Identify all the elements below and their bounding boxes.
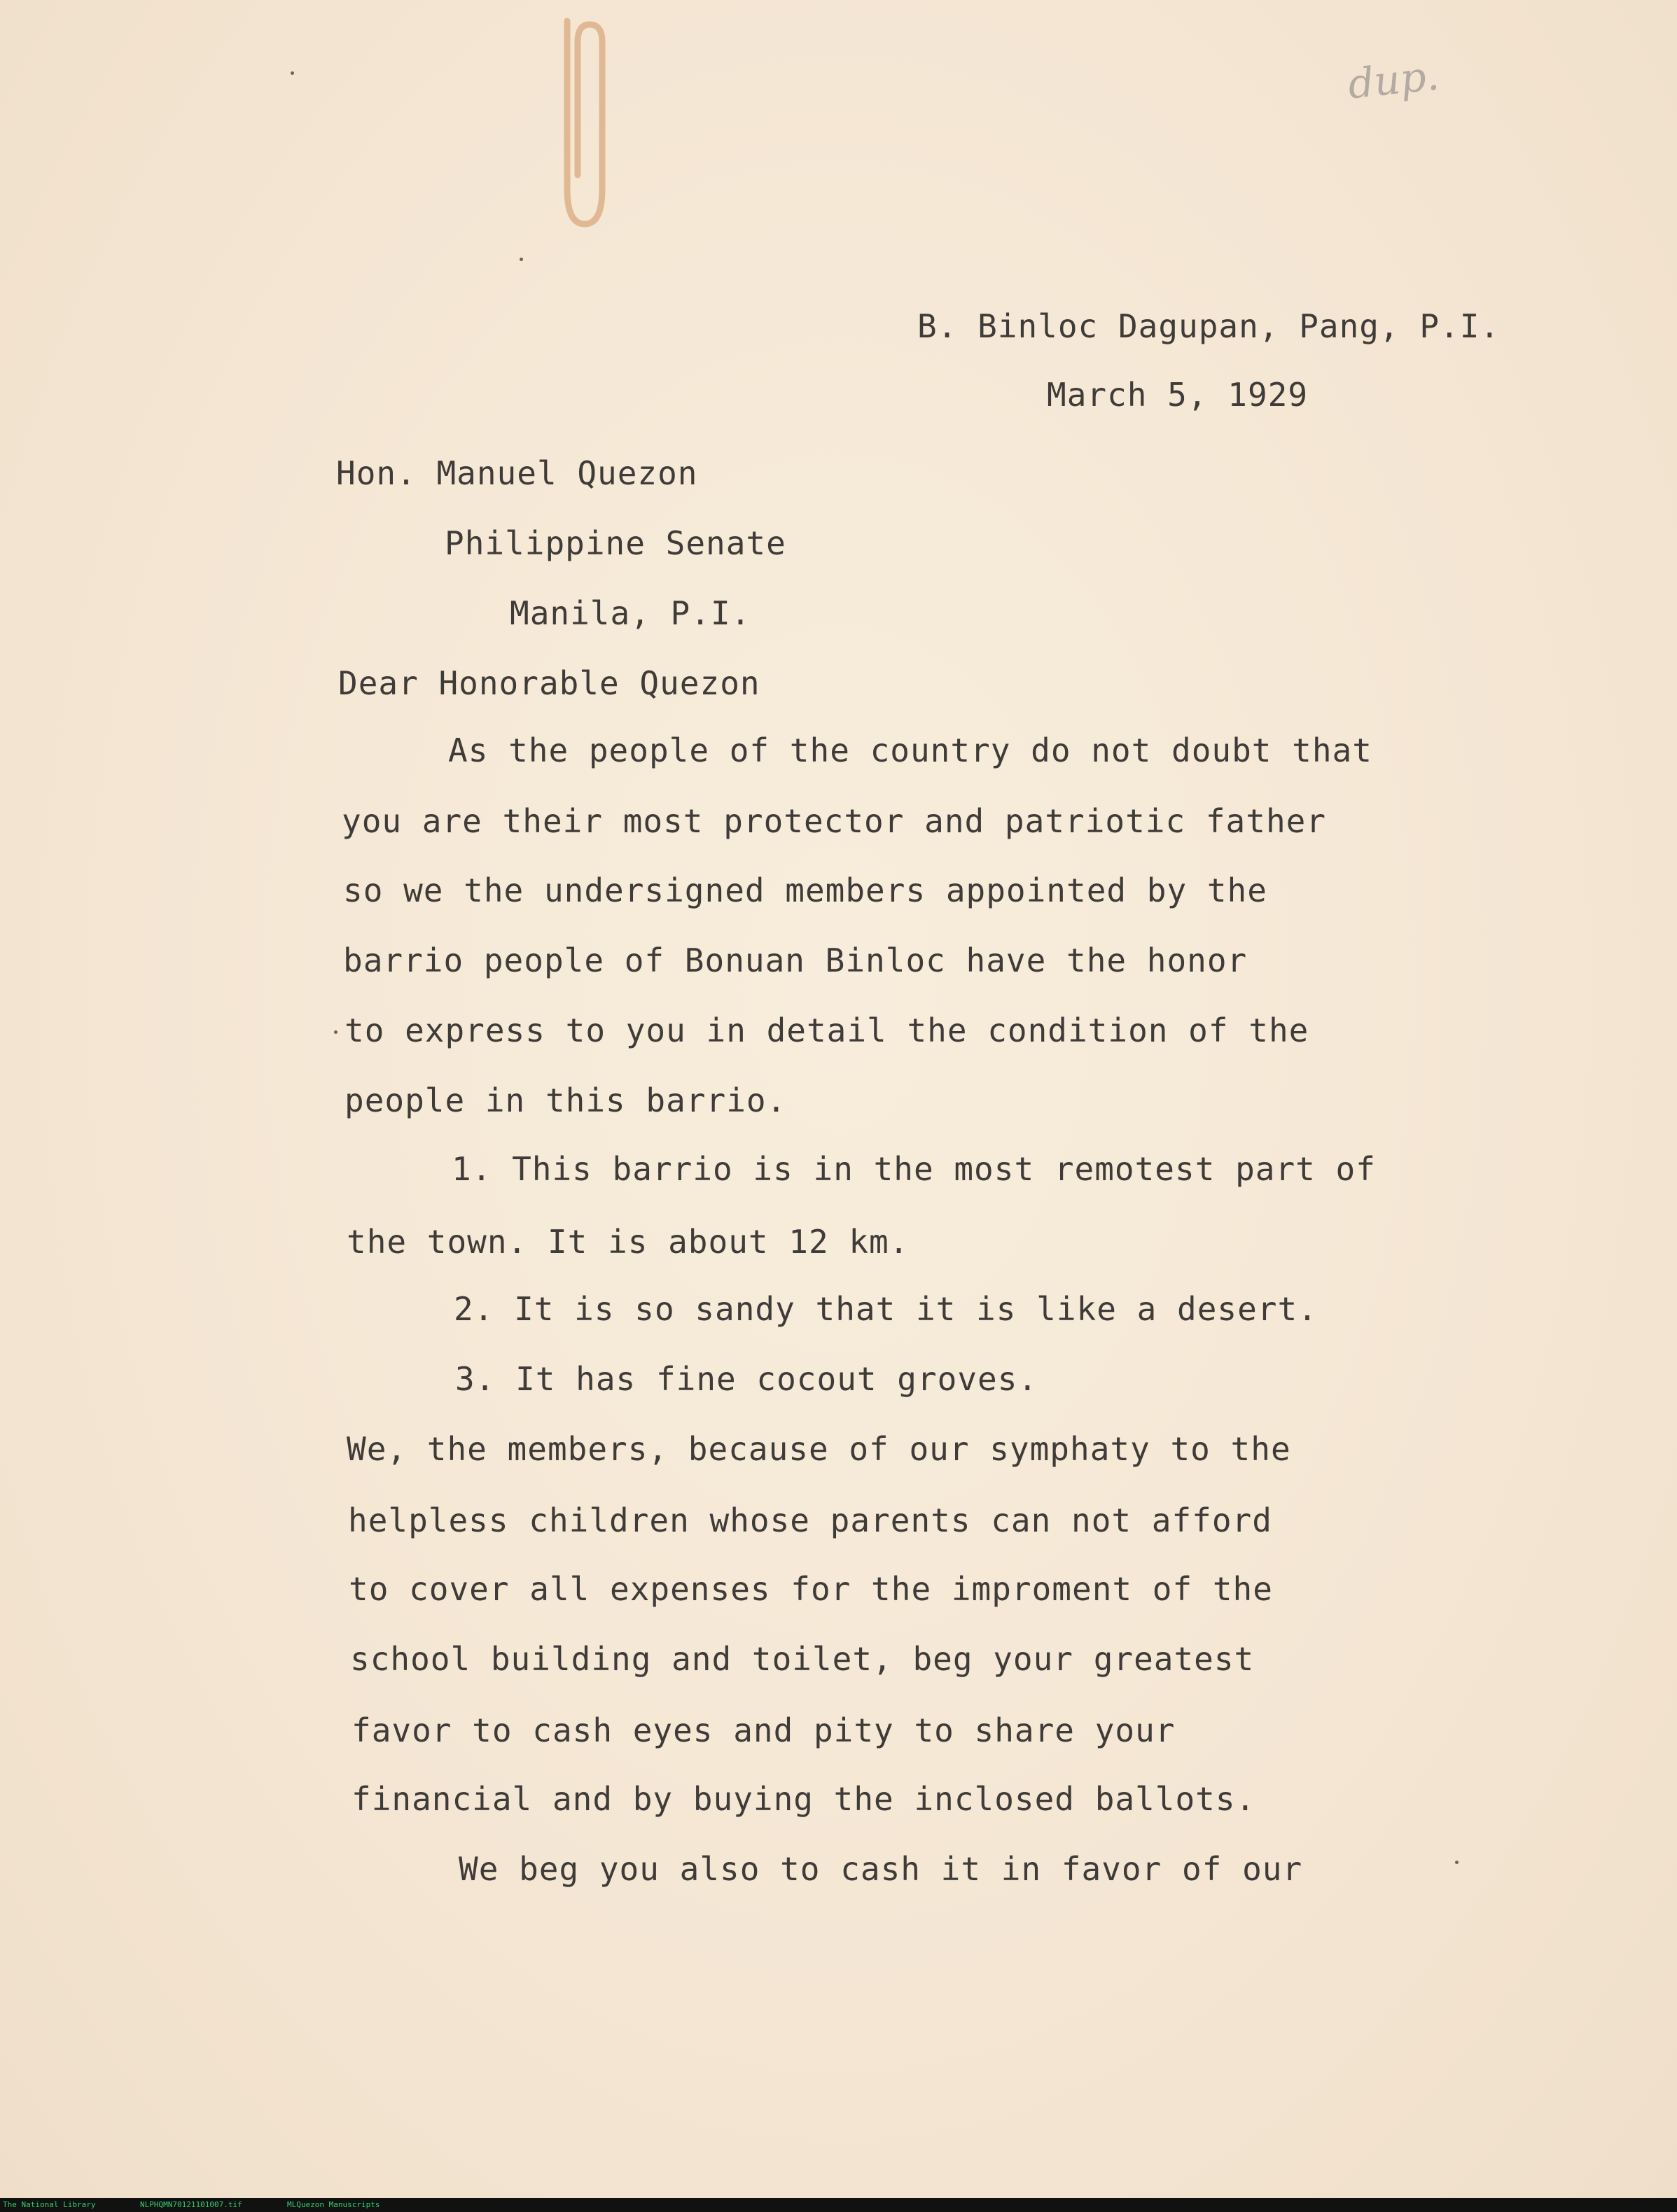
footer-collection: MLQuezon Manuscripts [287,2200,380,2209]
paper-speck [1455,1861,1459,1864]
salutation: Dear Honorable Quezon [338,664,760,702]
sender-address: B. Binloc Dagupan, Pang, P.I. [917,307,1501,345]
footer-file: NLPHQMN70121101007.tif [140,2200,242,2209]
body-line: 2. It is so sandy that it is like a desert. [454,1290,1318,1328]
paper-speck [520,258,523,261]
body-line: As the people of the country do not doubt that [448,732,1372,769]
body-line: financial and by buying the inclosed ballots. [352,1780,1256,1818]
body-line: 3. It has fine cocout groves. [455,1360,1038,1398]
body-line: the town. It is about 12 km. [347,1223,910,1261]
paper-speck [291,71,294,75]
body-line: 1. This barrio is in the most remotest part of [452,1150,1376,1188]
letter-date: March 5, 1929 [1047,376,1309,414]
body-line: We, the members, because of our symphaty to the [347,1430,1291,1468]
body-line: people in this barrio. [345,1082,787,1119]
body-line: school building and toilet, beg your greatest [350,1640,1255,1678]
recipient-city: Manila, P.I. [510,594,751,632]
scan-footer [0,2198,1677,2212]
handwritten-annotation: dup. [1345,51,1442,108]
body-line: We beg you also to cash it in favor of our [459,1850,1303,1888]
body-line: you are their most protector and patriotic father [342,802,1327,840]
recipient-name: Hon. Manuel Quezon [336,454,698,492]
recipient-org: Philippine Senate [445,524,786,562]
body-line: to express to you in detail the condition of the [345,1011,1309,1049]
body-line: to cover all expenses for the improment of the [349,1570,1273,1608]
footer-library: The National Library [3,2200,96,2209]
paperclip-icon [546,14,616,238]
body-line: favor to cash eyes and pity to share your [352,1712,1176,1749]
paper-speck [334,1030,338,1034]
body-line: helpless children whose parents can not afford [348,1502,1272,1539]
body-line: so we the undersigned members appointed by the [343,872,1267,909]
body-line: barrio people of Bonuan Binloc have the honor [343,941,1248,979]
